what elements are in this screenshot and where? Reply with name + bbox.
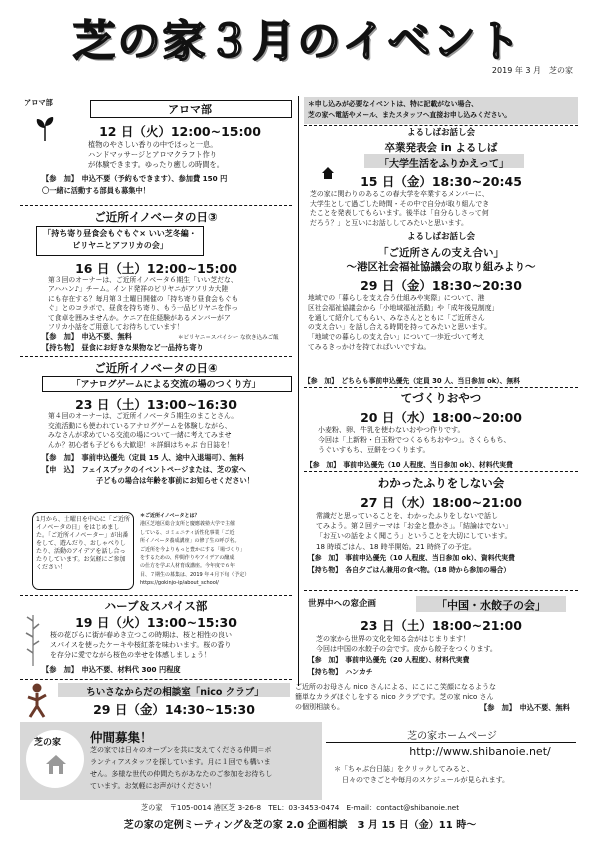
published-date: 2019 年 3 月 芝の家	[491, 66, 573, 75]
herb-section	[20, 597, 292, 679]
innovator-info-left: 1月から、土曜日を中心に「ご近所イノベータの日」をはじめました。「ご近所イノベーター」が出番をして、遊んだり、おしゃべりしたり、活動のアイデアを話し合ったりしています。お気軽にご参加ください！	[36, 516, 130, 571]
herb-fee: 【参 加】 申込不要、材料代 300 円程度	[42, 665, 181, 674]
nico-datetime: 29 日（金）14:30~15:30	[93, 702, 255, 717]
footer-meeting: 芝の家の定例ミーティング＆芝の家 2.0 企画相談 3 月 15 日（金）11 時～	[123, 820, 477, 831]
divider	[20, 205, 292, 206]
innovator3-title: ご近所イノベータの日③	[94, 210, 218, 224]
oyatsu-section	[304, 389, 578, 455]
wakatta-section	[304, 474, 578, 590]
window-title: 「中国・水餃子の会」	[436, 599, 546, 612]
sprout-icon	[34, 114, 56, 142]
wakatta-bring: 【持ち物】 各自夕ごはん兼用の食べ物。（18 時から参加の場合）	[308, 566, 511, 574]
page-title: 芝の家３月のイベント	[72, 17, 523, 67]
nico-section	[20, 682, 582, 722]
window-bring: 【持ち物】 ハンカチ	[308, 668, 373, 676]
aroma-desc: 植物のやさしい香りの中でほっと一息。 ハンドマッサージとアロマクラフト作り が体験できます。ゆったり癒しの時間を。	[88, 140, 224, 170]
divider	[20, 679, 292, 680]
window-desc: 芝の家から世界の文化を知る会がはじまります！ 今回は中国の水餃子の会です。皮から餃子をつくります。	[316, 635, 497, 654]
herb-title: ハーブ＆スパイス部	[104, 599, 208, 613]
yoroshiba-fee: 【参 加】 どちらも事前申込優先（定員 30 人、当日参加 ok）、無料	[304, 377, 521, 385]
aroma-section	[20, 98, 292, 210]
wakatta-fee: 【参 加】 事前申込優先（10 人程度、当日参加 ok）、資料代実費	[308, 554, 515, 562]
homepage-note: ＊「ちゃぶ台日誌」をクリックしてみると、 日々のできごとや毎月のスケジュールが見られます。	[334, 765, 510, 784]
divider	[304, 471, 578, 472]
homepage-url[interactable]: http://www.shibanoie.net/	[409, 745, 551, 758]
aroma-title: アロマ部	[168, 103, 212, 116]
innovator4-apply: 【申 込】 フェイスブックのイベントページまたは、芝の家へ	[42, 465, 246, 474]
yoroshiba1-desc: 芝の家に関わりのあるこの春大学を卒業するメンバーに、 大学生として過ごした時間・その中で自分が取り組んでき たことを発表してもらいます。後半は「自分らしさって何 だろう？」と互いにお話ししてみたいと思います。	[310, 190, 490, 227]
yoroshiba1-subtitle: 「大学生活をふりかえって」	[379, 159, 509, 170]
nico-desc: ご近所のお母さん nico さんによる、にこにこ笑顔になるような 簡単なカラダほぐしをする nico クラブです。芝の家 nico さん の個別相談も。	[295, 683, 496, 712]
footer-address: 芝の家 〒105-0014 港区芝 3-26-8 TEL：03-3453-0474 E-mail：contact@shibanoie.net	[140, 803, 460, 812]
innovator4-fee: 【参 加】 事前申込優先（定員 15 人、途中入退場可）、無料	[42, 453, 244, 462]
yoroshiba1-label: よるしばお話し会	[406, 128, 475, 138]
oyatsu-desc: 小麦粉、卵、牛乳を使わないおやつ作りです。 今回は「上新粉・白玉粉でつくるもちおやつ」。さくらもち、 うぐいすもち、豆餅をつくります。	[318, 426, 511, 455]
school-link[interactable]: https://gokinjo-ip/about_school/	[140, 580, 219, 587]
innovator3-section	[20, 208, 292, 340]
innovator3-subtitle: 「持ち寄り昼食会もぐもぐ× いい芝冬編・ ビリヤニとアフリカの会」	[43, 229, 197, 250]
innovator-info-right: ＊ご近所イノベータとは？ 港区芝地区総合支所と慶應義塾大学で主催 している、コミュニティ活性化事業「ご近 所イノベータ養成講座」の修了生の呼び名。 ご近所を今よりもっと豊かにする「場づくり」 をするための、仲間作りやアイデアの醸成 の仕方を学ぶ人材育成講座。今年度で６年 目、７期生の募集は、2019 年４月下旬（予定） https://gokinjo-ip/about_school/	[140, 512, 292, 588]
divider	[20, 595, 292, 596]
yoroshiba2-desc: 地域での「暮らしを支え合う仕組みや実際」について、港 区社会福祉協議会から「小地域福祉活動」や「成年後見制度」 を通して紹介してもらい、みなさんとともに「ご近所さん の支え合い」を話し合える時間を持ってみたいと思います。 「地域での暮らしの支え合い」について一歩近づいて考え てみるきっかけを持てればいいですね。	[308, 294, 499, 351]
innovator3-desc: 第３回のオーナーは、ご近所イノベータ６期生「いい芝だな、 アハハン♪」チーム。インド発祥のビリヤニがアフリカ大陸 にも存在する？毎月第３土曜日開催の「持ち寄り昼食会もぐも ぐ」とのコラボで、昼食を持ち寄り、もう一品ビリヤニを作っ て食卓を囲みませんか。ケニア在住経験があるメンバーがア フリカ小話をご用意してお待ちしています！	[48, 276, 239, 332]
innovator3-fee: 【参 加】 申込不要、無料	[42, 332, 132, 341]
innovator3-fee-note: ＊ビリヤニ＝スパイシー な炊き込みご飯	[178, 335, 279, 341]
innovator4-section	[20, 359, 292, 499]
homepage-box	[322, 724, 580, 798]
innovator3-datetime: 16 日（土）12:00~15:00	[75, 261, 237, 276]
herb-icon	[24, 611, 42, 667]
window-section	[304, 593, 578, 679]
yoroshiba1-section	[304, 127, 578, 227]
divider	[304, 387, 578, 388]
innovator4-datetime: 23 日（土）13:00~16:30	[75, 397, 237, 412]
aroma-tag: アロマ部	[24, 98, 53, 107]
nico-title: ちいさなからだの相談室「nico クラブ」	[86, 687, 264, 698]
oyatsu-datetime: 20 日（水）18:00~20:00	[360, 410, 522, 425]
homepage-label: 芝の家ホームページ	[407, 731, 497, 742]
yoroshiba2-title: 「ご近所さんの支え合い」	[378, 247, 504, 259]
house-icon	[44, 753, 68, 775]
innovator3-bring: 【持ち物】 昼食にお好きな果物など一品持ち寄り	[42, 343, 204, 352]
aroma-note: 〇一緒に活動する部員も募集中！	[42, 186, 150, 195]
window-label: 世界中への窓企画	[308, 599, 377, 609]
recruit-logo-text: 芝の家	[34, 738, 62, 748]
wakatta-datetime: 27 日（水）18:00~21:00	[360, 495, 522, 510]
yoroshiba2-datetime: 29 日（金）18:30~20:30	[360, 278, 522, 293]
innovator4-title: ご近所イノベータの日④	[94, 361, 218, 375]
window-fee: 【参 加】 事前申込優先（20 人程度）、材料代実費	[308, 656, 470, 664]
herb-desc: 桜の花びらに街が春めき立つこの時期は、桜と相性の良い スパイスを使ったケーキや桜紅茶を味わいます。桜の香り を存分に愛でながら桜色の幸せを体感しましょう！	[50, 631, 232, 660]
recruit-box	[20, 722, 322, 800]
divider	[304, 590, 578, 591]
herb-datetime: 19 日（火）13:00~15:30	[75, 615, 237, 630]
yoroshiba2-label: よるしばお話し会	[406, 232, 475, 242]
person-icon	[24, 682, 50, 718]
column-divider	[298, 96, 299, 686]
oyatsu-fee: 【参 加】 事前申込優先（10 人程度、当日参加 ok）、材料代実費	[306, 461, 513, 469]
nico-fee: 【参 加】 申込不要、無料	[480, 703, 570, 712]
innovator-info-box	[20, 490, 292, 598]
innovator4-subtitle: 「アナログゲームによる交流の場のつくり方」	[71, 380, 261, 390]
divider	[304, 125, 578, 126]
wakatta-title: わかったふりをしない会	[377, 476, 505, 490]
oyatsu-title: てづくりおやつ	[400, 391, 482, 405]
divider	[20, 356, 292, 357]
yoroshiba2-subtitle: ～港区社会福祉協議会の取り組みより～	[346, 261, 536, 273]
aroma-fee: 【参 加】 申込不要（予約もできます）、参加費 150 円	[42, 174, 228, 183]
yoroshiba2-section	[304, 232, 578, 382]
wakatta-desc: 常識だと思っていることを、わかったふりをしないで話し てみよう。第２回テーマは「お金と豊かさ」。「結論はでない」 「お互いの話をよく聞こう」ということを大切にしています。 18 時頃ごはん、18 時半開始。21 時終了の予定。	[316, 512, 512, 551]
innovator4-apply-note: 子どもの場合は年齢を事前にお知らせください！	[96, 476, 254, 485]
recruit-title: 仲間募集！	[90, 730, 153, 745]
recruit-desc: 芝の家では日々のオープンを共に支えてくださる仲間＝ボ ランティアスタッフを探しています。月に１回でも構いま せん。多様な世代の仲間たちがあなたのご参加をお待ちし ています。お気軽にお声がけください！	[90, 746, 273, 790]
yoroshiba1-datetime: 15 日（金）18:30~20:45	[360, 174, 522, 189]
innovator4-desc: 第４回のオーナーは、ご近所イノベータ５期生のまことさん。 交流活動にも使われているアナログゲームを体験しながら、 みなさんが求めている交流の場について一緒に考えてみませ んか？初心者も子どもも大歓迎！＊詳細はちゃぶ 台日誌を！	[48, 412, 239, 449]
window-datetime: 23 日（土）18:00~21:00	[360, 618, 522, 633]
notice-box: ＊申し込みが必要なイベントは、特に記載がない場合、 芝の家へ電話やメール、またスタッフへ直接お申し込みください。	[304, 97, 578, 124]
aroma-datetime: 12 日（火）12:00~15:00	[99, 124, 261, 139]
yoroshiba1-title: 卒業発表会 in よるしば	[384, 142, 498, 154]
